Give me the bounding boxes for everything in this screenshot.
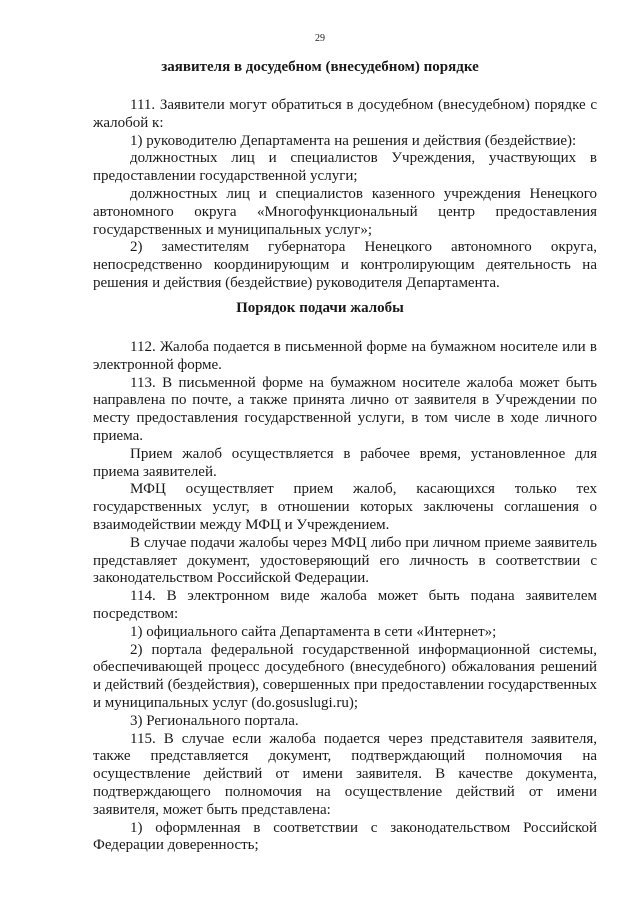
paragraph: 112. Жалоба подается в письменной форме на бумажном носителе или в электронной форме. — [93, 339, 597, 373]
paragraph: В случае подачи жалобы через МФЦ либо при личном приеме заявитель представляет документ, удостоверяющий его личность в соответствии с законодательством Российской Федерации. — [93, 534, 597, 587]
paragraph: 2) портала федеральной государственной информационной системы, обеспечивающей процесс досудебного (внесудебного) обжалования решений и действий (бездействия), совершенных при предоставлении государственных и муниципальных услуг (do.gosuslugi.ru); — [93, 641, 597, 711]
paragraph: 2) заместителям губернатора Ненецкого автономного округа, непосредственно координирующим и контролирующим деятельность на решения и действия (бездействие) руководителя Департамента. — [93, 239, 597, 291]
paragraph: 114. В электронном виде жалоба может быть подана заявителем посредством: — [93, 588, 597, 622]
paragraph: 1) руководителю Департамента на решения и действия (бездействие): — [130, 132, 577, 149]
section-2-body — [93, 339, 597, 855]
page-number: 29 — [315, 33, 325, 44]
paragraph: должностных лиц и специалистов Учреждения, участвующих в предоставлении государственной услуги; — [93, 150, 597, 185]
paragraph: 115. В случае если жалоба подается через представителя заявителя, также представляется документ, подтверждающий полномочия на осуществление действий от имени заявителя. В качестве документа, подтверждающего полномочия на осуществление действий от имени заявителя, может быть представлена: — [93, 730, 597, 818]
paragraph: должностных лиц и специалистов казенного учреждения Ненецкого автономного округа «Многофункциональный центр предоставления государственных и муниципальных услуг»; — [93, 185, 597, 238]
paragraph: 111. Заявители могут обратиться в досудебном (внесудебном) порядке с жалобой к: — [93, 97, 597, 131]
paragraph: 1) оформленная в соответствии с законодательством Российской Федерации доверенность; — [93, 819, 597, 854]
paragraph: 3) Регионального портала. — [130, 712, 299, 729]
paragraph: МФЦ осуществляет прием жалоб, касающихся только тех государственных услуг, в отношении которых заключены соглашения о взаимодействии между МФЦ и Учреждением. — [93, 481, 597, 533]
section-heading: Порядок подачи жалобы — [236, 300, 404, 316]
section-1-body — [93, 97, 597, 293]
paragraph: 113. В письменной форме на бумажном носителе жалоба может быть направлена по почте, а также принята лично от заявителя в Учреждении по месту предоставления государственной услуги, в том числе в ходе личного приема. — [93, 374, 597, 444]
paragraph: Прием жалоб осуществляется в рабочее время, установленное для приема заявителей. — [93, 445, 597, 480]
heading-top: заявителя в досудебном (внесудебном) порядке — [161, 59, 479, 75]
paragraph: 1) официального сайта Департамента в сети «Интернет»; — [130, 623, 497, 640]
